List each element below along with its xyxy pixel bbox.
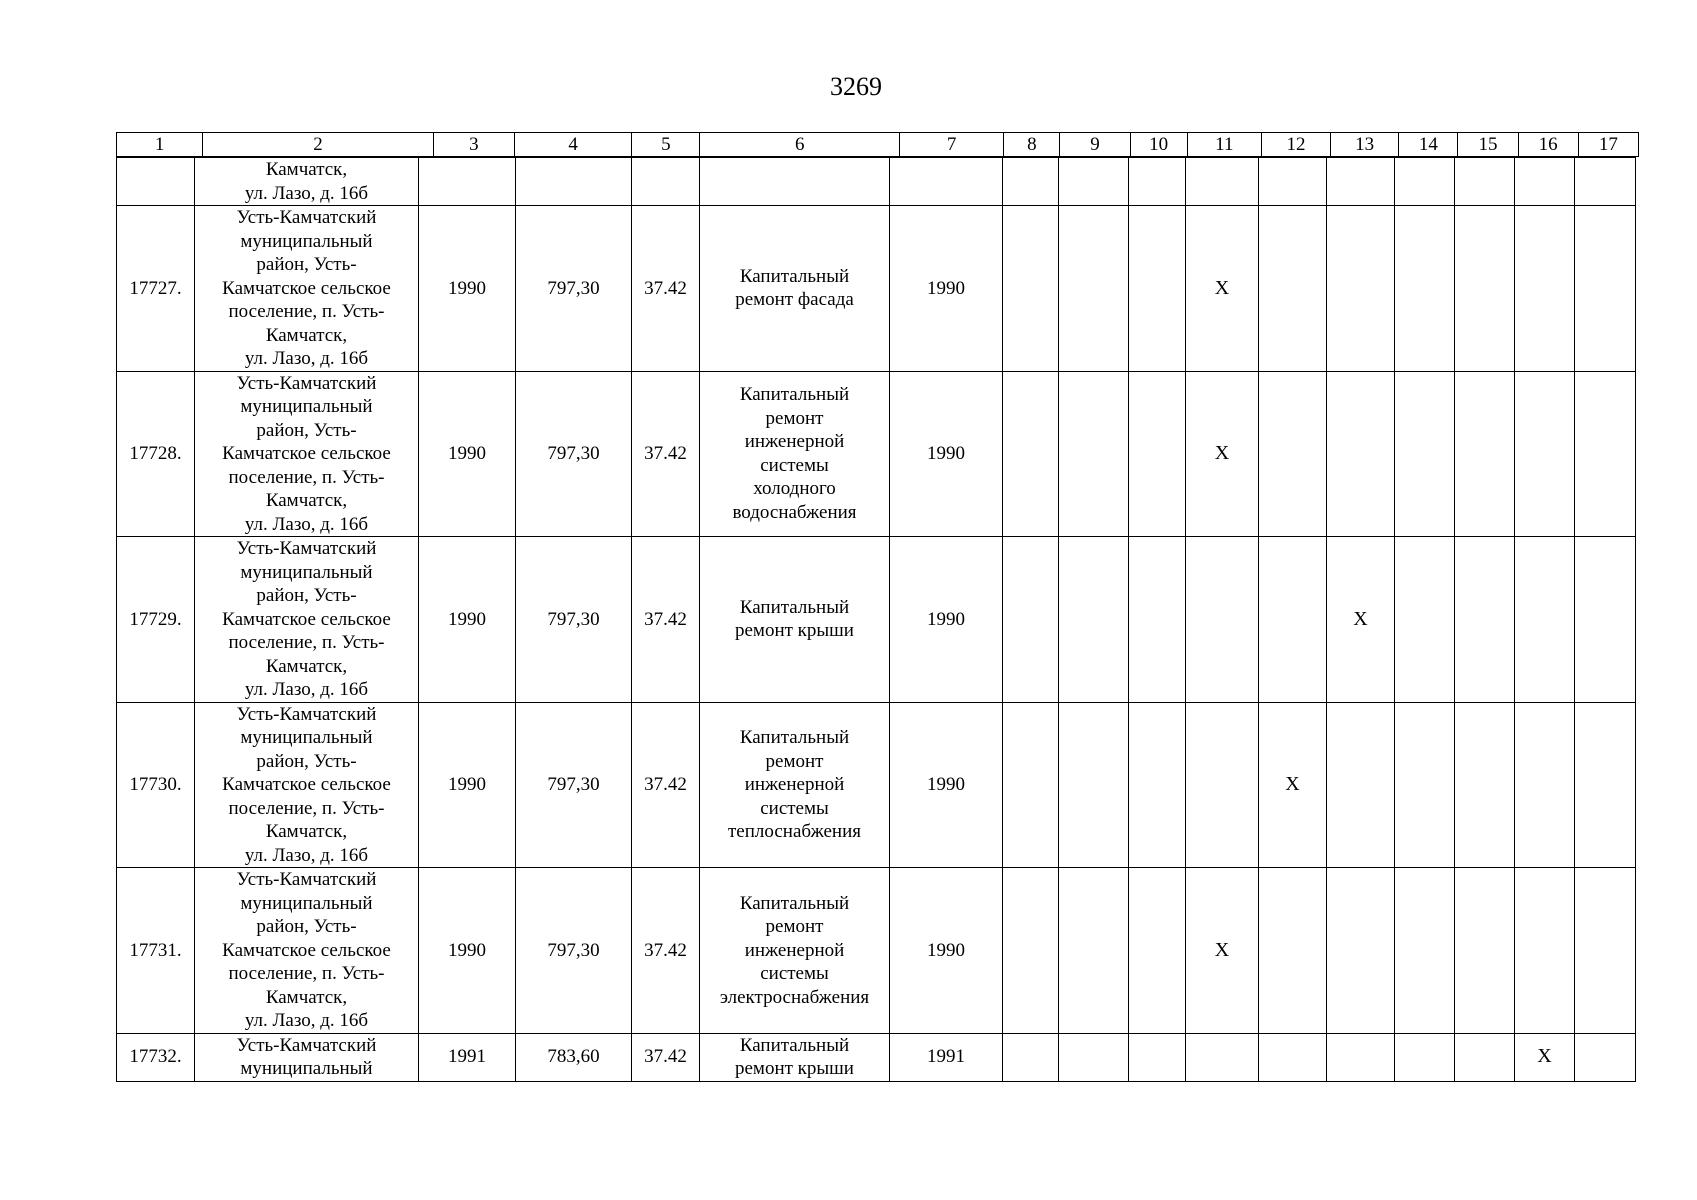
column-number-16: 16 (1518, 133, 1578, 157)
work-type-cell (700, 371, 890, 537)
empty-cell (117, 158, 195, 206)
empty-cell (1059, 868, 1129, 1034)
column-number-1: 1 (117, 133, 203, 157)
empty-cell (1455, 868, 1515, 1034)
year-built-cell (419, 371, 516, 537)
empty-cell (419, 158, 516, 206)
empty-cell (1395, 206, 1455, 372)
area-cell-text: 797,30 (547, 277, 600, 299)
address-cell (195, 206, 419, 372)
empty-cell (1455, 1033, 1515, 1081)
column-number-5: 5 (632, 133, 700, 157)
column-number-17: 17 (1578, 133, 1638, 157)
period-mark-cell (1186, 206, 1259, 372)
empty-cell (1129, 158, 1186, 206)
area-cell (516, 206, 632, 372)
address-cell (195, 1033, 419, 1081)
column-number-9: 9 (1060, 133, 1130, 157)
period-mark-cell (1515, 1033, 1575, 1081)
period-mark-cell (1186, 868, 1259, 1034)
empty-cell (1515, 371, 1575, 537)
empty-cell (1186, 702, 1259, 868)
period-mark-cell-text: X (1537, 1045, 1552, 1068)
empty-cell (1327, 702, 1395, 868)
empty-cell (1455, 702, 1515, 868)
empty-cell (1327, 371, 1395, 537)
period-mark-cell-text: X (1285, 773, 1300, 795)
address-cell-text: Усть-Камчатский муниципальный район, Усть- Камчатское сельское поселение, п. Усть- Камчатск, ул. Лазо, д. 16б (222, 703, 391, 866)
work-type-cell (700, 868, 890, 1034)
empty-cell (516, 158, 632, 206)
address-cell-text: Камчатск, ул. Лазо, д. 16б (244, 159, 369, 204)
year-cell-text: 1990 (927, 939, 965, 961)
period-mark-cell-text: X (1214, 442, 1230, 464)
area-cell-text: 797,30 (547, 443, 600, 464)
year-built-cell-text: 1990 (448, 939, 486, 961)
row-number-cell (117, 371, 195, 537)
empty-cell (1186, 158, 1259, 206)
code-cell-text: 37.42 (644, 939, 687, 961)
row-number-cell-text: 17730. (129, 774, 182, 795)
year-built-cell-text: 1990 (448, 608, 486, 630)
year-built-cell-text: 1990 (448, 774, 486, 795)
empty-cell (1129, 868, 1186, 1034)
work-type-cell-text: Капитальный ремонт фасада (735, 265, 854, 311)
row-number-cell-text: 17727. (129, 277, 182, 299)
empty-cell (1259, 537, 1327, 703)
address-cell-text: Усть-Камчатский муниципальный (236, 1034, 377, 1079)
row-number-cell (117, 206, 195, 372)
year-cell-text: 1990 (927, 774, 965, 795)
column-number-8: 8 (1004, 133, 1060, 157)
row-number-cell-text: 17728. (129, 443, 182, 464)
table-row-continued (117, 158, 1636, 206)
empty-cell (1059, 158, 1129, 206)
column-number-4: 4 (515, 133, 632, 157)
empty-cell (1395, 537, 1455, 703)
year-cell-text: 1990 (927, 277, 965, 299)
empty-cell (1327, 158, 1395, 206)
year-built-cell (419, 702, 516, 868)
table-body (117, 158, 1636, 1082)
row-number-cell-text: 17732. (129, 1046, 182, 1068)
year-cell (890, 206, 1003, 372)
table-row (117, 537, 1636, 703)
empty-cell (1059, 1033, 1129, 1081)
empty-cell (1186, 537, 1259, 703)
empty-cell (1455, 158, 1515, 206)
column-number-header (116, 132, 1639, 157)
work-type-cell (700, 702, 890, 868)
empty-cell (1003, 1033, 1059, 1081)
empty-cell (1003, 868, 1059, 1034)
column-number-15: 15 (1458, 133, 1518, 157)
empty-cell (700, 158, 890, 206)
empty-cell (1059, 206, 1129, 372)
empty-cell (1515, 702, 1575, 868)
code-cell-text: 37.42 (644, 277, 687, 299)
row-number-cell-text: 17731. (129, 939, 182, 961)
empty-cell (1575, 206, 1636, 372)
empty-cell (1129, 702, 1186, 868)
year-cell (890, 868, 1003, 1034)
empty-cell (1003, 371, 1059, 537)
column-number-3: 3 (433, 133, 514, 157)
year-built-cell-text: 1990 (448, 277, 486, 299)
empty-cell (1003, 537, 1059, 703)
empty-cell (1575, 1033, 1636, 1081)
address-cell-text: Усть-Камчатский муниципальный район, Усть- Камчатское сельское поселение, п. Усть- Камчатск, ул. Лазо, д. 16б (222, 538, 391, 700)
work-type-cell (700, 1033, 890, 1081)
code-cell (632, 868, 700, 1034)
address-cell-text: Усть-Камчатский муниципальный район, Усть- Камчатское сельское поселение, п. Усть- Камчатск, ул. Лазо, д. 16б (222, 372, 391, 535)
empty-cell (1259, 206, 1327, 372)
area-cell-text: 797,30 (547, 608, 600, 630)
code-cell (632, 537, 700, 703)
empty-cell (1455, 206, 1515, 372)
year-built-cell (419, 868, 516, 1034)
address-cell-text: Усть-Камчатский муниципальный район, Усть- Камчатское сельское поселение, п. Усть- Камчатск, ул. Лазо, д. 16б (222, 869, 391, 1031)
empty-cell (1259, 868, 1327, 1034)
empty-cell (1003, 206, 1059, 372)
empty-cell (1515, 158, 1575, 206)
year-built-cell (419, 1033, 516, 1081)
empty-cell (1515, 206, 1575, 372)
code-cell (632, 206, 700, 372)
empty-cell (1395, 702, 1455, 868)
empty-cell (1575, 371, 1636, 537)
empty-cell (1327, 1033, 1395, 1081)
empty-cell (890, 158, 1003, 206)
column-number-10: 10 (1130, 133, 1187, 157)
year-built-cell (419, 537, 516, 703)
table-row (117, 206, 1636, 372)
empty-cell (1129, 537, 1186, 703)
empty-cell (1395, 371, 1455, 537)
empty-cell (1327, 868, 1395, 1034)
column-number-7: 7 (900, 133, 1004, 157)
period-mark-cell (1327, 537, 1395, 703)
table-row (117, 371, 1636, 537)
empty-cell (1259, 371, 1327, 537)
empty-cell (1395, 1033, 1455, 1081)
column-number-11: 11 (1187, 133, 1261, 157)
empty-cell (1455, 371, 1515, 537)
area-cell-text: 797,30 (547, 774, 600, 795)
row-number-cell (117, 537, 195, 703)
empty-cell (1395, 158, 1455, 206)
empty-cell (1003, 702, 1059, 868)
empty-cell (1575, 868, 1636, 1034)
column-number-14: 14 (1399, 133, 1458, 157)
year-built-cell-text: 1991 (448, 1046, 486, 1068)
period-mark-cell-text: X (1214, 938, 1230, 961)
empty-cell (1395, 868, 1455, 1034)
area-cell (516, 868, 632, 1034)
code-cell-text: 37.42 (644, 608, 687, 630)
column-number-6: 6 (700, 133, 900, 157)
empty-cell (1059, 702, 1129, 868)
address-cell (195, 537, 419, 703)
code-cell (632, 702, 700, 868)
empty-cell (1129, 206, 1186, 372)
table-row (117, 868, 1636, 1034)
area-cell (516, 371, 632, 537)
area-cell (516, 537, 632, 703)
year-cell (890, 702, 1003, 868)
row-number-cell (117, 1033, 195, 1081)
address-cell (195, 868, 419, 1034)
area-cell (516, 702, 632, 868)
work-type-cell-text: Капитальный ремонт инженерной системы электроснабжения (719, 892, 870, 1008)
column-number-2: 2 (203, 133, 434, 157)
year-cell (890, 537, 1003, 703)
code-cell-text: 37.42 (644, 1046, 687, 1068)
code-cell (632, 1033, 700, 1081)
area-cell-text: 797,30 (547, 939, 600, 961)
row-number-cell-text: 17729. (129, 608, 182, 630)
code-cell (632, 371, 700, 537)
work-type-cell-text: Капитальный ремонт крыши (735, 1034, 854, 1079)
year-cell (890, 1033, 1003, 1081)
row-number-cell (117, 868, 195, 1034)
empty-cell (1129, 371, 1186, 537)
empty-cell (1575, 702, 1636, 868)
year-cell-text: 1991 (927, 1046, 965, 1068)
table-row (117, 1033, 1636, 1081)
work-type-cell (700, 206, 890, 372)
empty-cell (1515, 537, 1575, 703)
period-mark-cell-text: X (1214, 276, 1230, 299)
work-type-cell-text: Капитальный ремонт инженерной системы теплоснабжения (728, 727, 861, 842)
empty-cell (1003, 158, 1059, 206)
code-cell-text: 37.42 (644, 774, 687, 795)
column-number-12: 12 (1261, 133, 1330, 157)
empty-cell (1327, 206, 1395, 372)
year-built-cell (419, 206, 516, 372)
area-cell (516, 1033, 632, 1081)
address-cell (195, 158, 419, 206)
empty-cell (1129, 1033, 1186, 1081)
area-cell-text: 783,60 (547, 1046, 600, 1068)
year-cell-text: 1990 (927, 608, 965, 630)
empty-cell (1059, 537, 1129, 703)
year-built-cell-text: 1990 (448, 443, 486, 464)
empty-cell (1575, 158, 1636, 206)
period-mark-cell-text: X (1353, 607, 1368, 630)
empty-cell (1575, 537, 1636, 703)
empty-cell (1259, 158, 1327, 206)
empty-cell (1455, 537, 1515, 703)
row-number-cell (117, 702, 195, 868)
address-cell (195, 702, 419, 868)
table-row (117, 702, 1636, 868)
work-type-cell (700, 537, 890, 703)
year-cell-text: 1990 (927, 443, 965, 464)
column-number-13: 13 (1331, 133, 1399, 157)
address-cell-text: Усть-Камчатский муниципальный район, Усть- Камчатское сельское поселение, п. Усть- Камчатск, ул. Лазо, д. 16б (222, 207, 391, 369)
header-row (117, 133, 1639, 157)
empty-cell (1259, 1033, 1327, 1081)
empty-cell (632, 158, 700, 206)
empty-cell (1186, 1033, 1259, 1081)
register-table (116, 157, 1636, 1082)
work-type-cell-text: Капитальный ремонт инженерной системы холодного водоснабжения (732, 384, 857, 523)
year-cell (890, 371, 1003, 537)
period-mark-cell (1259, 702, 1327, 868)
period-mark-cell (1186, 371, 1259, 537)
work-type-cell-text: Капитальный ремонт крыши (735, 596, 854, 642)
code-cell-text: 37.42 (644, 443, 687, 464)
address-cell (195, 371, 419, 537)
empty-cell (1059, 371, 1129, 537)
empty-cell (1515, 868, 1575, 1034)
page-number: 3269 (830, 72, 882, 101)
